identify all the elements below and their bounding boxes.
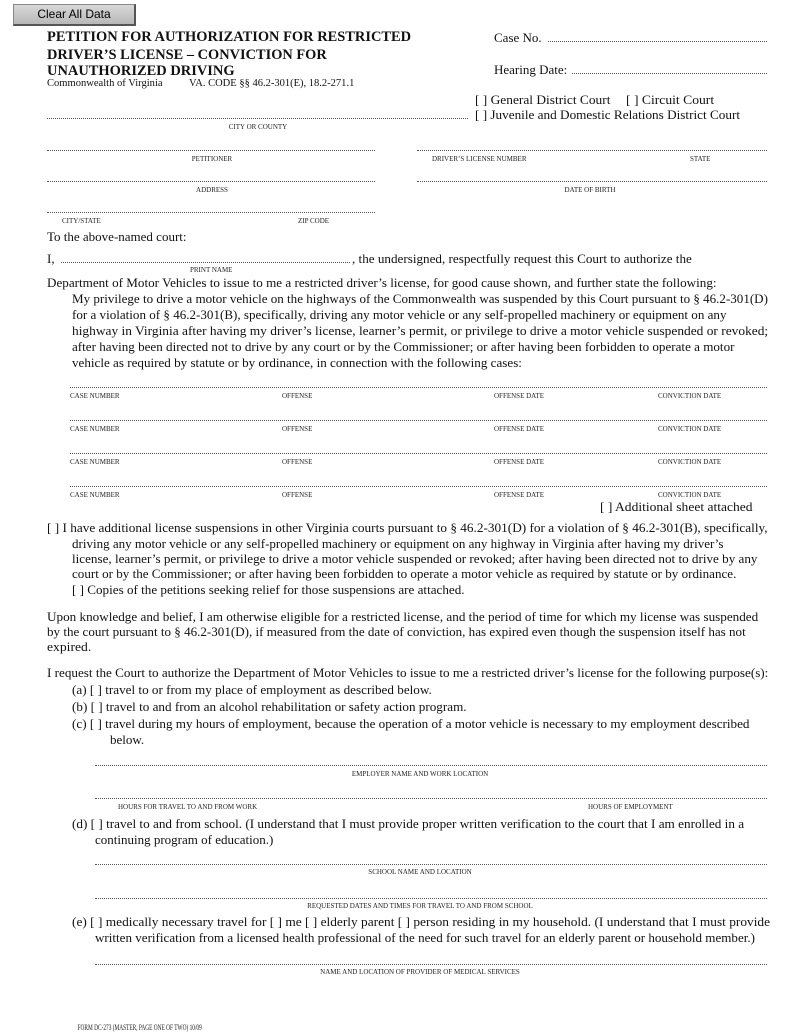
form-title-line-1: PETITION FOR AUTHORIZATION FOR RESTRICTED <box>47 29 412 45</box>
request-statement: I request the Court to authorize the Department of Motor Vehicles to issue to me a restricted driver’s license for the following purpose(s): <box>47 665 769 680</box>
purpose-e-checkbox[interactable]: (e) [ ] medically necessary travel for [ ] me [ ] elderly parent [ ] person residing in my household. (I understand that I must provide <box>72 914 771 929</box>
paragraph-line: for a violation of § 46.2-301(B), specifically, driving any motor vehicle or any self-propelled machinery or equipment on any <box>72 307 727 322</box>
hours-travel-label: HOURS FOR TRAVEL TO AND FROM WORK <box>118 803 258 811</box>
address-label: ADDRESS <box>196 186 228 194</box>
intro-line-2: Department of Motor Vehicles to issue to me a restricted driver’s license, for good cause shown, and further state the following: <box>47 275 717 290</box>
medical-provider-field[interactable] <box>95 964 767 965</box>
hearing-date-field[interactable] <box>572 73 767 74</box>
paragraph-line: Upon knowledge and belief, I am otherwise eligible for a restricted license, and the period of time for which my license was suspended <box>47 609 759 624</box>
case-column-label: CONVICTION DATE <box>658 491 722 499</box>
address-field[interactable] <box>47 181 375 182</box>
case-column-label: OFFENSE DATE <box>494 425 544 433</box>
purpose-d-continuation: continuing program of education.) <box>95 832 274 847</box>
clear-all-data-button[interactable]: Clear All Data <box>13 4 136 26</box>
case-column-label: CASE NUMBER <box>70 425 120 433</box>
case-column-label: OFFENSE <box>282 425 313 433</box>
case-row-field[interactable] <box>70 387 767 388</box>
circuit-court-checkbox[interactable]: [ ] Circuit Court <box>626 92 715 107</box>
form-title-line-2: DRIVER’S LICENSE – CONVICTION FOR <box>47 47 327 63</box>
school-field[interactable] <box>95 864 767 865</box>
drivers-license-field[interactable] <box>417 150 767 151</box>
case-column-label: OFFENSE DATE <box>494 392 544 400</box>
case-column-label: OFFENSE <box>282 491 313 499</box>
case-row-field[interactable] <box>70 486 767 487</box>
purpose-c-continuation: below. <box>110 732 145 747</box>
date-of-birth-label: DATE OF BIRTH <box>564 186 616 194</box>
drivers-license-label: DRIVER’S LICENSE NUMBER <box>432 155 527 163</box>
case-column-label: CASE NUMBER <box>70 491 120 499</box>
paragraph-line: court or by the Commissioner; or after having been forbidden to operate a motor vehicle as required by statute or by ordinance. <box>72 566 737 581</box>
hours-employment-label: HOURS OF EMPLOYMENT <box>588 803 673 811</box>
paragraph-line: by the court pursuant to § 46.2-301(D), if measured from the date of conviction, has expired even though the suspension itself has not <box>47 624 746 639</box>
paragraph-line: after having been directed not to drive by any court or by the Commissioner; or after having been forbidden to operate a motor <box>72 339 735 354</box>
city-state-zip-field[interactable] <box>47 212 375 213</box>
jurisdiction: Commonwealth of Virginia <box>47 78 163 89</box>
employer-field[interactable] <box>95 765 767 766</box>
purpose-b-checkbox[interactable]: (b) [ ] travel to and from an alcohol rehabilitation or safety action program. <box>72 699 467 714</box>
case-column-label: OFFENSE DATE <box>494 491 544 499</box>
case-column-label: CASE NUMBER <box>70 392 120 400</box>
additional-sheet-checkbox[interactable]: [ ] Additional sheet attached <box>600 499 753 514</box>
city-county-label: CITY OR COUNTY <box>228 123 288 131</box>
print-name-field[interactable] <box>61 262 350 263</box>
paragraph-line: expired. <box>47 639 92 654</box>
purpose-e-continuation: written verification from a licensed health professional of the need for such travel for an elderly parent or household member.) <box>95 930 755 945</box>
case-no-field[interactable] <box>548 41 767 42</box>
general-district-court-checkbox[interactable]: [ ] General District Court <box>475 92 611 107</box>
city-state-label: CITY/STATE <box>62 217 101 225</box>
hours-field[interactable] <box>95 798 767 799</box>
form-footer: FORM DC-273 (MASTER, PAGE ONE OF TWO) 10/09 <box>77 1023 202 1032</box>
school-times-field[interactable] <box>95 898 767 899</box>
paragraph-line: vehicle as required by statute or by ordinance, in connection with the following cases: <box>72 355 522 370</box>
school-times-label: REQUESTED DATES AND TIMES FOR TRAVEL TO AND FROM SCHOOL <box>307 902 533 910</box>
petitioner-field[interactable] <box>47 150 375 151</box>
date-of-birth-field[interactable] <box>417 181 767 182</box>
employer-label: EMPLOYER NAME AND WORK LOCATION <box>351 770 489 778</box>
purpose-a-checkbox[interactable]: (a) [ ] travel to or from my place of employment as described below. <box>72 682 432 697</box>
case-no-label: Case No. <box>494 30 542 45</box>
print-name-label: PRINT NAME <box>190 266 233 274</box>
city-county-field[interactable] <box>47 118 468 119</box>
purpose-c-checkbox[interactable]: (c) [ ] travel during my hours of employment, because the operation of a motor vehicle is necessary to my employment described <box>72 716 750 731</box>
paragraph-line: highway in Virginia after having my driver’s license, learner’s permit, or privilege to drive a motor vehicle suspended or revoked; <box>72 323 769 338</box>
copies-attached-checkbox[interactable]: [ ] Copies of the petitions seeking relief for those suspensions are attached. <box>72 582 465 597</box>
form-title-line-3: UNAUTHORIZED DRIVING <box>47 63 235 79</box>
paragraph-line: My privilege to drive a motor vehicle on the highways of the Commonwealth was suspended by this Court pursuant to § 46.2-301(D) <box>72 291 768 306</box>
intro-i: I, <box>47 251 55 266</box>
case-column-label: OFFENSE <box>282 458 313 466</box>
va-code: VA. CODE §§ 46.2-301(E), 18.2-271.1 <box>189 78 355 89</box>
juvenile-court-checkbox[interactable]: [ ] Juvenile and Domestic Relations District Court <box>475 107 741 122</box>
hearing-date-label: Hearing Date: <box>494 62 568 77</box>
intro-line-1: , the undersigned, respectfully request this Court to authorize the <box>352 251 692 266</box>
case-column-label: OFFENSE <box>282 392 313 400</box>
paragraph-line: license, learner’s permit, or privilege to drive a motor vehicle suspended or revoked; after having been directed not to drive by any <box>72 551 758 566</box>
case-column-label: CONVICTION DATE <box>658 392 722 400</box>
medical-provider-label: NAME AND LOCATION OF PROVIDER OF MEDICAL SERVICES <box>320 968 520 976</box>
school-label: SCHOOL NAME AND LOCATION <box>368 868 472 876</box>
case-column-label: CASE NUMBER <box>70 458 120 466</box>
salutation: To the above-named court: <box>47 229 187 244</box>
purpose-d-checkbox[interactable]: (d) [ ] travel to and from school. (I understand that I must provide proper written verification to the court that I am enrolled in a <box>72 816 745 831</box>
case-row-field[interactable] <box>70 453 767 454</box>
case-column-label: CONVICTION DATE <box>658 425 722 433</box>
case-column-label: OFFENSE DATE <box>494 458 544 466</box>
case-row-field[interactable] <box>70 420 767 421</box>
additional-suspensions-checkbox[interactable]: [ ] I have additional license suspensions in other Virginia courts pursuant to § 46.2-301(D) for a violation of § 46.2-301(B), specifically, <box>47 520 768 535</box>
zip-code-label: ZIP CODE <box>298 217 330 225</box>
case-column-label: CONVICTION DATE <box>658 458 722 466</box>
petitioner-label: PETITIONER <box>191 155 233 163</box>
paragraph-line: driving any motor vehicle or any self-propelled machinery or equipment on any highway in Virginia after having my driver’s <box>72 536 724 551</box>
state-label: STATE <box>690 155 711 163</box>
